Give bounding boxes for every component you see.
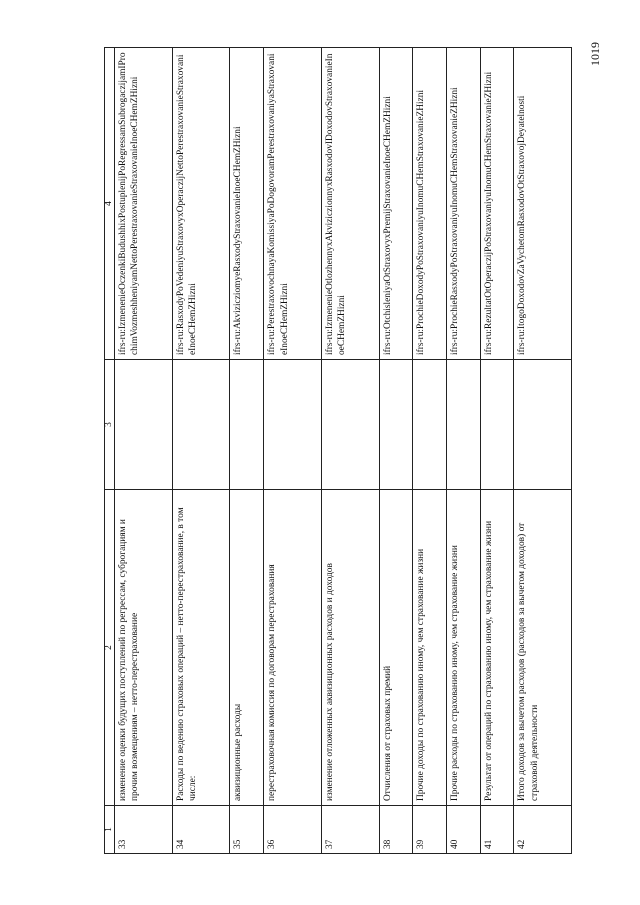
row-number: 40 <box>446 806 480 854</box>
row-col3 <box>413 360 447 490</box>
column-header: 1 <box>105 806 115 854</box>
row-number: 34 <box>172 806 230 854</box>
row-code: ifrs-ru:IzmenenieOczenkiBudushhixPostuplenijPoRegressamSubrogaczijamIProchimVozmeshheniyamNettoPerestraxovanieStraxovanieInoeCHemZHizni <box>115 48 173 360</box>
row-code: ifrs-ru:RezultatOtOperaczijPoStraxovaniyuInomuCHemStraxovanieZHizni <box>480 48 514 360</box>
row-number: 41 <box>480 806 514 854</box>
row-number: 36 <box>264 806 322 854</box>
column-header: 4 <box>105 48 115 360</box>
table-row <box>480 48 514 854</box>
data-table <box>104 47 572 854</box>
row-name: Прочие расходы по страхованию иному, чем страхование жизни <box>446 490 480 806</box>
row-col3 <box>480 360 514 490</box>
row-name: Отчисления от страховых премий <box>379 490 413 806</box>
row-number: 33 <box>115 806 173 854</box>
row-code: ifrs-ru:ProchieDoxodyPoStraxovaniyuInomuCHemStraxovanieZHizni <box>413 48 447 360</box>
row-name: Расходы по ведению страховых операций – нетто-перестрахование, в том числе: <box>172 490 230 806</box>
table-row <box>446 48 480 854</box>
row-name: перестраховочная комиссия по договорам перестрахования <box>264 490 322 806</box>
row-number: 35 <box>230 806 264 854</box>
table-row <box>413 48 447 854</box>
table-row <box>514 48 572 854</box>
table-header-row <box>105 48 115 854</box>
table-row <box>321 48 379 854</box>
row-col3 <box>115 360 173 490</box>
row-code: ifrs-ru:PerestraxovochnayaKomissiyaPoDogovoramPerestraxovaniyaStraxovanieInoeCHemZHizni <box>264 48 322 360</box>
row-number: 42 <box>514 806 572 854</box>
row-name: изменение отложенных аквизиционных расходов и доходов <box>321 490 379 806</box>
row-col3 <box>446 360 480 490</box>
column-header: 3 <box>105 360 115 490</box>
table-row <box>172 48 230 854</box>
row-col3 <box>379 360 413 490</box>
row-code: ifrs-ru:ItogoDoxodovZaVychetomRasxodovOtStraxovojDeyatelnosti <box>514 48 572 360</box>
table-row <box>379 48 413 854</box>
row-code: ifrs-ru:IzmenenieOtlozhennyxAkviziczionnyxRasxodovIDoxodovStraxovanieInoeCHemZHizni <box>321 48 379 360</box>
rotated-table-wrapper <box>104 48 572 854</box>
row-col3 <box>514 360 572 490</box>
table-row <box>230 48 264 854</box>
row-code: ifrs-ru:OtchisleniyaOtStraxovyxPremijStraxovanieInoeCHemZHizni <box>379 48 413 360</box>
row-code: ifrs-ru:RasxodyPoVedeniyuStraxovyxOperaczijNettoPerestraxovanieStraxovanieInoeCHemZHizni <box>172 48 230 360</box>
row-number: 37 <box>321 806 379 854</box>
row-col3 <box>321 360 379 490</box>
row-col3 <box>172 360 230 490</box>
row-number: 38 <box>379 806 413 854</box>
table-row <box>115 48 173 854</box>
row-col3 <box>230 360 264 490</box>
page-number: 1019 <box>588 42 602 66</box>
row-name: Результат от операций по страхованию иному, чем страхование жизни <box>480 490 514 806</box>
row-name: аквизиционные расходы <box>230 490 264 806</box>
row-name: Итого доходов за вычетом расходов (расходов за вычетом доходов) от страховой деятельности <box>514 490 572 806</box>
row-name: Прочие доходы по страхованию иному, чем страхование жизни <box>413 490 447 806</box>
table-row <box>264 48 322 854</box>
row-col3 <box>264 360 322 490</box>
column-header: 2 <box>105 490 115 806</box>
row-code: ifrs-ru:AkvizicziomyeRasxodyStraxovanieInoeCHemZHizni <box>230 48 264 360</box>
row-code: ifrs-ru:ProchieRasxodyPoStraxovaniyuInomuCHemStraxovanieZHizni <box>446 48 480 360</box>
row-name: изменение оценки будущих поступлений по регрессам, суброгациям и прочим возмещениям – нетто-перестрахование <box>115 490 173 806</box>
row-number: 39 <box>413 806 447 854</box>
